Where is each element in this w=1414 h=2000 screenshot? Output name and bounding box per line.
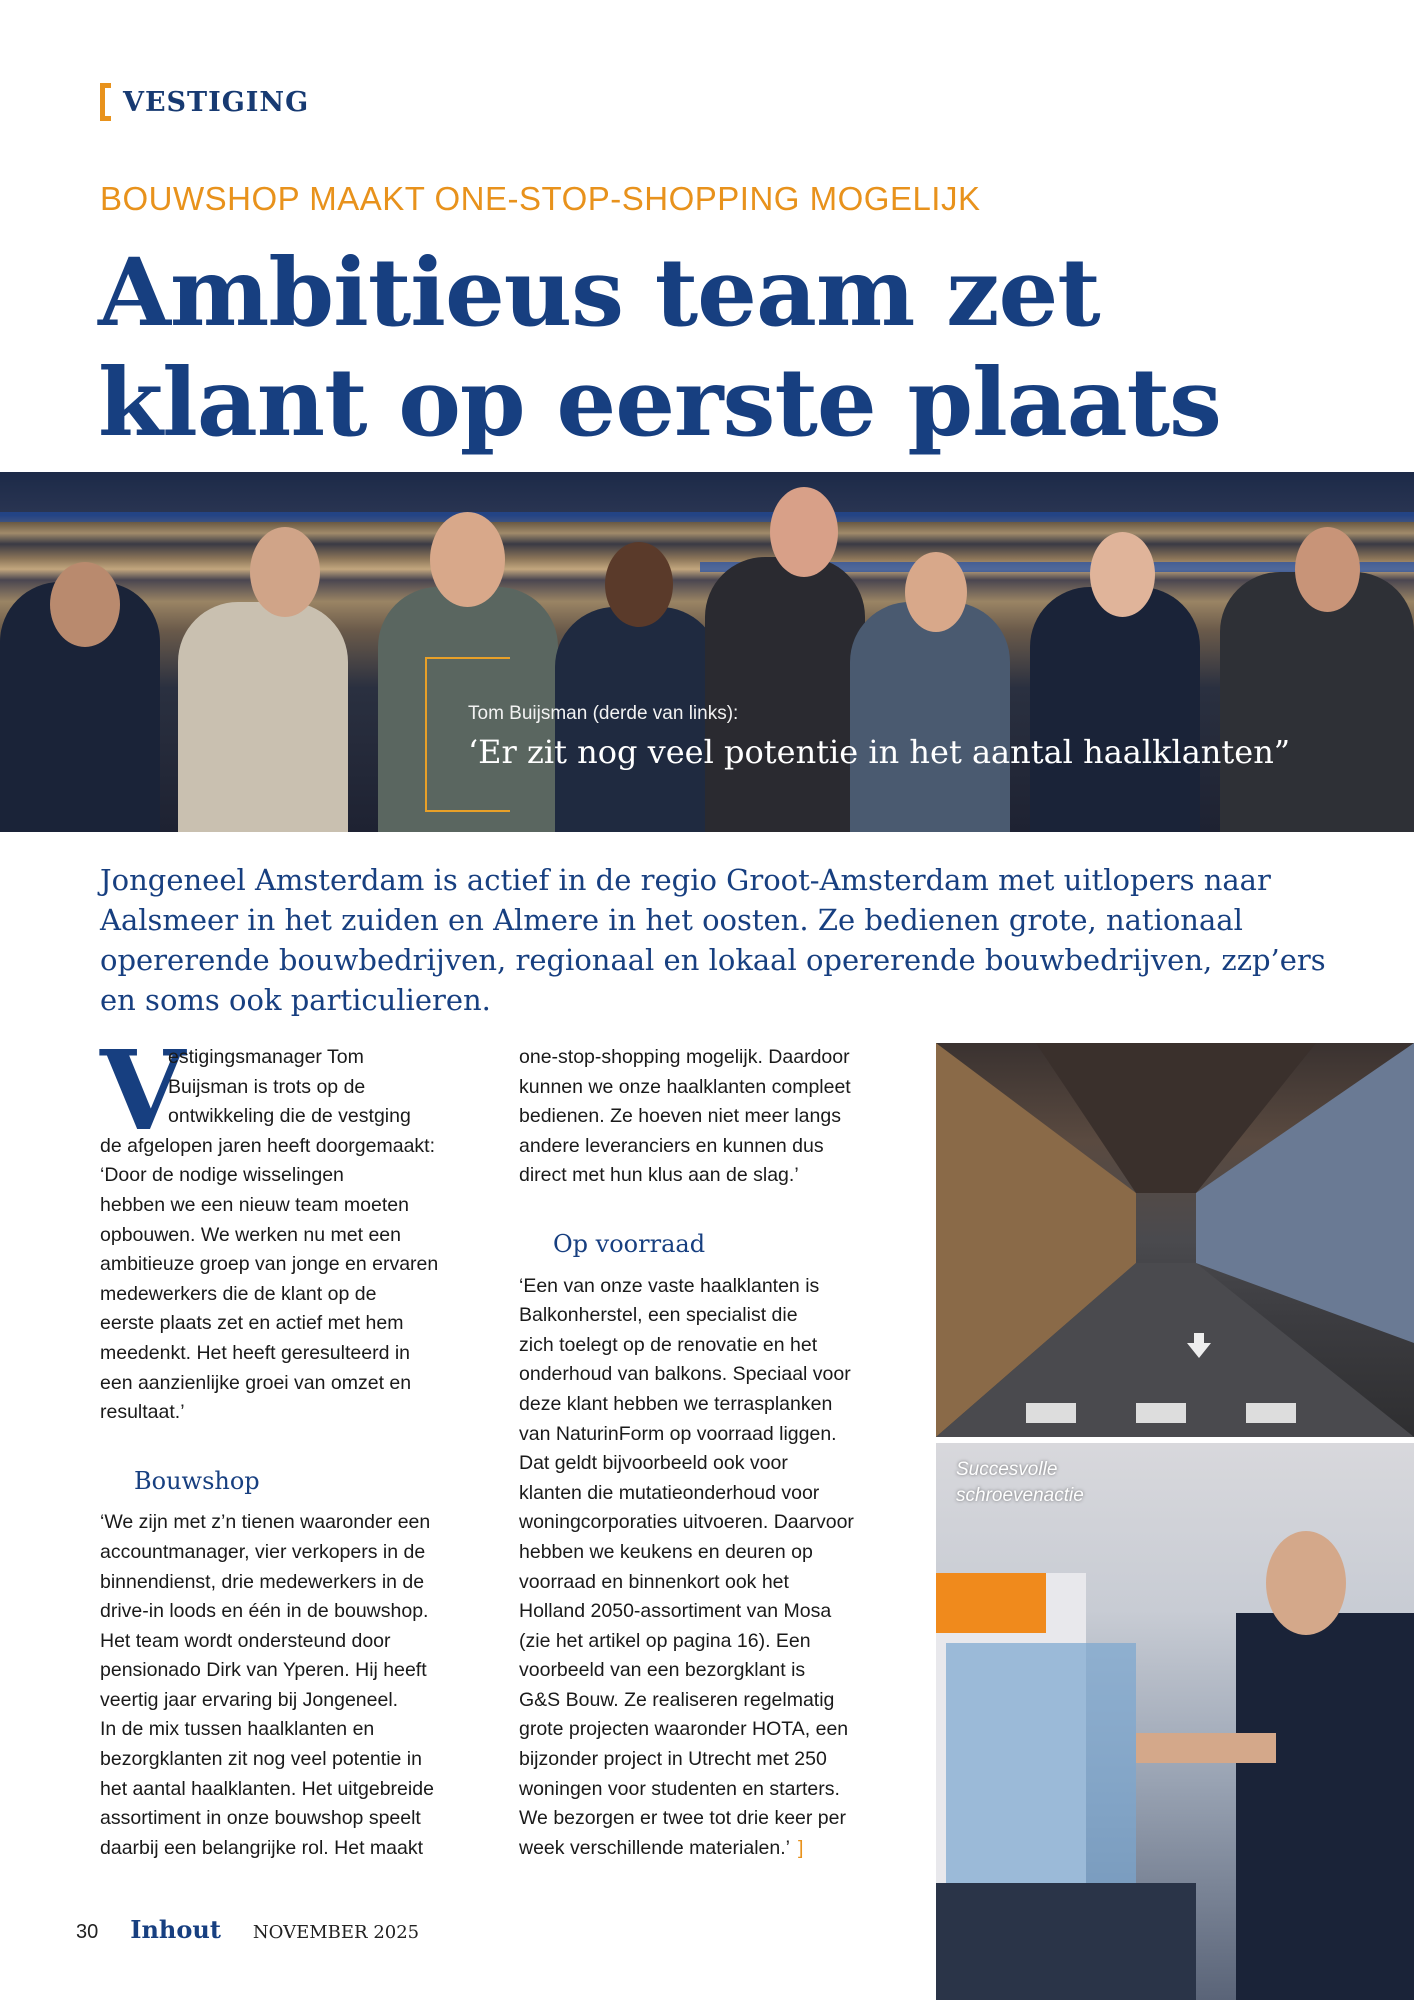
text-line: Buijsman is trots op de — [168, 1075, 366, 1098]
kicker: BOUWSHOP MAAKT ONE-STOP-SHOPPING MOGELIJK — [100, 180, 981, 217]
text-line: Het team wordt ondersteund door — [100, 1629, 391, 1652]
intro-paragraph: Jongeneel Amsterdam is actief in de regio Groot-Amsterdam met uitlopers naar Aalsmeer in het zuiden en Almere in het oosten. Ze bedienen grote, nationaal opererende bouwbedrijven, regionaal en lokaal opererende bouwbedrijven, zzp’ers en soms ook particulieren. — [100, 863, 1326, 1017]
text-line: assortiment in onze bouwshop speelt — [100, 1807, 421, 1830]
text-line: klanten die mutatieonderhoud voor — [519, 1481, 820, 1504]
shop-illustration — [936, 1443, 1414, 2000]
subheading-bouwshop: Bouwshop — [134, 1466, 260, 1495]
text-line: bijzonder project in Utrecht met 250 — [519, 1748, 827, 1771]
text-line: grote projecten waaronder HOTA, een — [519, 1718, 849, 1741]
text-line: hebben we een nieuw team moeten — [100, 1193, 409, 1216]
team-photo — [0, 472, 1414, 832]
text-line: ontwikkeling die de vestging — [168, 1105, 411, 1128]
text-line: andere leveranciers en kunnen dus — [519, 1134, 824, 1157]
text-line: zich toelegt op de renovatie en het — [519, 1333, 818, 1356]
drop-cap: V — [100, 1026, 186, 1155]
paragraph — [100, 1508, 490, 1863]
text-line: In de mix tussen haalklanten en — [100, 1718, 375, 1741]
text-line: eerste plaats zet en actief met hem — [100, 1312, 404, 1335]
text-line: daarbij een belangrijke rol. Het maakt — [100, 1836, 424, 1859]
text-line: woningen voor studenten en starters. — [519, 1777, 840, 1800]
warehouse-aisle-photo — [936, 1043, 1414, 1437]
text-line: bedienen. Ze hoeven niet meer langs — [519, 1105, 841, 1128]
text-line: Balkonherstel, een specialist die — [519, 1304, 798, 1327]
headline — [98, 238, 1378, 458]
text-line: ‘Een van onze vaste haalklanten is — [519, 1274, 820, 1297]
text-line: one-stop-shopping mogelijk. Daardoor — [519, 1046, 850, 1068]
text-line: week verschillende materialen.’ ] — [519, 1836, 804, 1859]
photo-caption-name: Tom Buijsman (derde van links): — [468, 703, 739, 724]
photo-caption-quote: ‘Er zit nog veel potentie in het aantal haalklanten” — [468, 733, 1291, 771]
end-mark-icon: ] — [797, 1836, 804, 1859]
text-line: estigingsmanager Tom — [168, 1046, 364, 1068]
text-line: voorbeeld van een bezorgklant is — [519, 1659, 806, 1682]
paragraph — [100, 1026, 490, 1428]
column-1 — [100, 1026, 490, 1863]
text-line: (zie het artikel op pagina 16). Een — [519, 1629, 811, 1652]
text-line: kunnen we onze haalklanten compleet — [519, 1075, 851, 1098]
text-line: ‘Door de nodige wisselingen — [100, 1164, 344, 1187]
section-tag — [100, 82, 309, 122]
subheading-op-voorraad: Op voorraad — [553, 1229, 706, 1258]
text-line: ‘We zijn met z’n tienen waaronder een — [100, 1511, 431, 1534]
text-line: van NaturinForm op voorraad liggen. — [519, 1422, 837, 1445]
text-line: binnendienst, drie medewerkers in de — [100, 1570, 425, 1593]
text-line: meedenkt. Het heeft geresulteerd in — [100, 1341, 411, 1364]
text-line: G&S Bouw. Ze realiseren regelmatig — [519, 1688, 835, 1711]
text-line: hebben we keukens en deuren op — [519, 1540, 813, 1563]
text-line: drive-in loods en één in de bouwshop. — [100, 1600, 429, 1623]
shop-photo — [936, 1443, 1414, 2000]
headline-line: Ambitieus team zet — [98, 238, 1100, 348]
text-line: direct met hun klus aan de slag.’ — [519, 1164, 799, 1187]
text-line: accountmanager, vier verkopers in de — [100, 1540, 426, 1563]
text-line: Holland 2050-assortiment van Mosa — [519, 1600, 832, 1623]
text-line: medewerkers die de klant op de — [100, 1282, 377, 1305]
bracket-icon — [100, 83, 111, 121]
text-line: een aanzienlijke groei van omzet en — [100, 1371, 412, 1394]
page-number: 30 — [76, 1921, 99, 1943]
aisle-illustration — [936, 1043, 1414, 1437]
text-line: resultaat.’ — [100, 1401, 185, 1424]
text-line: de afgelopen jaren heeft doorgemaakt: — [100, 1134, 435, 1157]
section-label: VESTIGING — [123, 86, 310, 118]
page-footer — [76, 1915, 419, 1944]
text-line: onderhoud van balkons. Speciaal voor — [519, 1363, 851, 1386]
shop-photo-caption: Succesvolle schroevenactie — [956, 1459, 1084, 1506]
text-line: voorraad en binnenkort ook het — [519, 1570, 789, 1593]
text-line: opbouwen. We werken nu met een — [100, 1223, 401, 1246]
text-line: bezorgklanten zit nog veel potentie in — [100, 1748, 422, 1771]
headline-line: klant op eerste plaats — [98, 348, 1221, 458]
column-2 — [519, 1043, 909, 1863]
paragraph — [519, 1272, 909, 1864]
issue-date: NOVEMBER 2025 — [252, 1922, 420, 1943]
text-line: We bezorgen er twee tot drie keer per — [519, 1807, 846, 1830]
text-line: ambitieuze groep van jonge en ervaren — [100, 1253, 439, 1276]
magazine-name: Inhout — [130, 1915, 221, 1944]
paragraph — [519, 1043, 909, 1191]
text-line: het aantal haalklanten. Het uitgebreide — [100, 1777, 434, 1800]
text-line: woningcorporaties uitvoeren. Daarvoor — [519, 1511, 854, 1534]
text-line: veertig jaar ervaring bij Jongeneel. — [100, 1688, 399, 1711]
text-line: deze klant hebben we terrasplanken — [519, 1392, 833, 1415]
text-line: pensionado Dirk van Yperen. Hij heeft — [100, 1659, 427, 1682]
text-line: Dat geldt bijvoorbeeld ook voor — [519, 1452, 788, 1475]
